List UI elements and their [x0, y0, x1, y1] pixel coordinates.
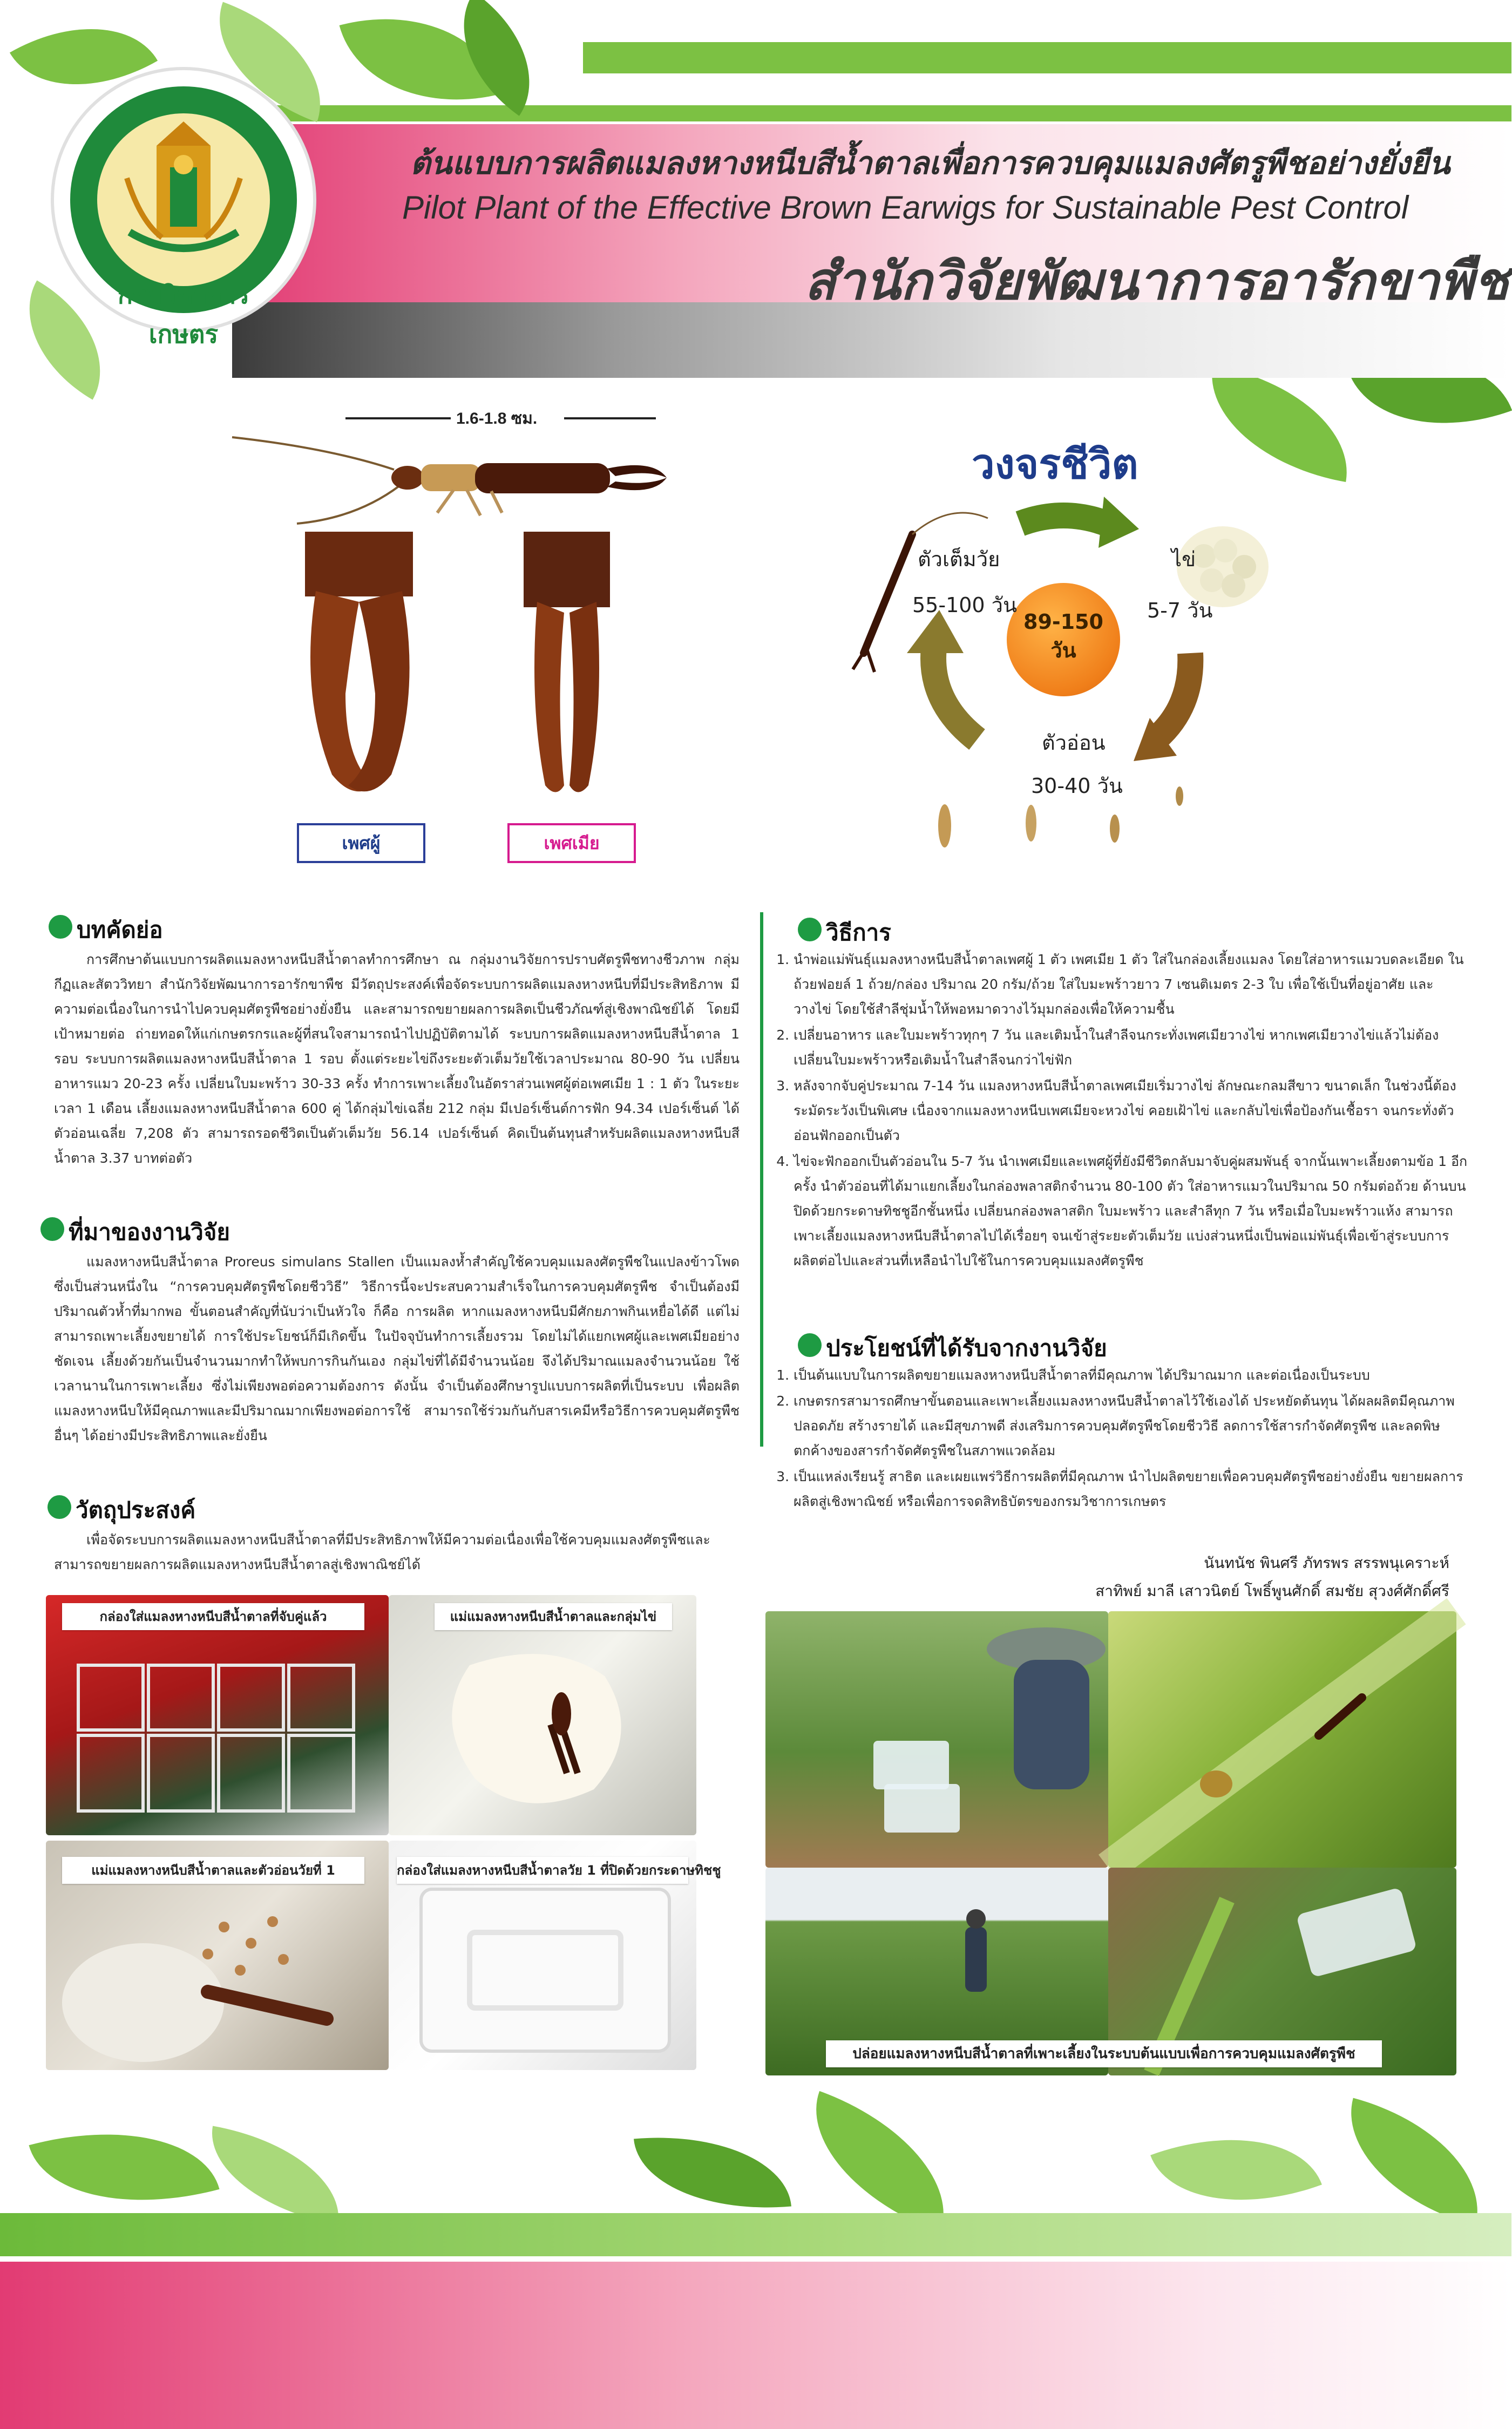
logo-emblem	[97, 113, 270, 286]
nymph-stage-duration: 30-40 วัน	[1031, 774, 1123, 798]
egg-stage-label: ไข่	[1171, 547, 1196, 571]
scale-bar-right	[564, 417, 656, 419]
field-worker-photo	[765, 1611, 1108, 1868]
photo-caption: แม่แมลงหางหนีบสีน้ำตาลและกลุ่มไข่	[435, 1603, 672, 1630]
earwig-on-leaf-photo	[1108, 1611, 1456, 1868]
male-label: เพศผู้	[297, 823, 425, 863]
organization-name: สำนักวิจัยพัฒนาการอารักขาพืช	[804, 251, 1509, 311]
leaf-decoration	[634, 2126, 791, 2220]
benefit-item: 2. เกษตรกรสามารถศึกษาขั้นตอนและเพาะเลี้ยงแมลงหางหนีบสีน้ำตาลไว้ใช้เองได้ ประหยัดต้นทุน ได้ผลผลิตมีคุณภาพ ปลอดภัย สร้างรายได้ และมีสุขภาพดี ส่งเสริมการควบคุมศัตรูพืชโดยชีววิธี ลดการใช้สารกำจัดศัตรูพืช และลดพิษตกค้างของสารกำจัดศัตรูพืชในสภาพแวดล้อม	[794, 1389, 1468, 1463]
abstract-heading: บทคัดย่อ	[77, 917, 163, 943]
benefit-item: 1. เป็นต้นแบบในการผลิตขยายแมลงหางหนีบสีน้ำตาลที่มีคุณภาพ ได้ปริมาณมาก และต่อเนื่องเป็นระบบ	[794, 1363, 1468, 1388]
female-forceps-photo	[513, 532, 621, 812]
leaf-decoration	[1330, 2098, 1499, 2226]
header-green-thin-stripe	[232, 105, 1511, 121]
authors	[1095, 1549, 1449, 1605]
authors-line: สาทิพย์ มาลี เสาวนิตย์ โพธิ์พูนศักดิ์ สมชัย สุวงศ์ศักดิ์ศรี	[1095, 1582, 1449, 1600]
scale-label: 1.6-1.8 ซม.	[456, 410, 538, 428]
life-cycle-title: วงจรชีวิต	[972, 440, 1138, 488]
emblem-icon	[97, 113, 270, 286]
title-thai: ต้นแบบการผลิตแมลงหางหนีบสีน้ำตาลเพื่อการควบคุมแมลงศัตรูพืชอย่างยั่งยืน	[410, 145, 1450, 181]
benefits-bullet-icon	[798, 1333, 822, 1357]
adult-stage-duration: 55-100 วัน	[912, 593, 1017, 617]
total-duration-unit: วัน	[1050, 639, 1076, 662]
female-label: เพศเมีย	[507, 823, 636, 863]
authors-line: นันทนัช พินศรี ภัทรพร สรรพนุเคราะห์	[1204, 1554, 1449, 1572]
background-bullet-icon	[40, 1217, 64, 1241]
title-english: Pilot Plant of the Effective Brown Earwigs for Sustainable Pest Control	[402, 189, 1409, 226]
egg-stage-duration: 5-7 วัน	[1147, 599, 1213, 622]
earwig-adult-illustration	[221, 426, 669, 529]
logo-text: กรมวิชาการเกษตร	[117, 280, 250, 349]
header-green-stripe	[583, 42, 1511, 73]
nymph-stage-label: ตัวอ่อน	[1042, 731, 1106, 755]
method-heading: วิธีการ	[826, 919, 891, 946]
method-list	[777, 947, 1468, 1274]
photo-caption: แม่แมลงหางหนีบสีน้ำตาลและตัวอ่อนวัยที่ 1	[62, 1857, 364, 1884]
photo-caption: กล่องใส่แมลงหางหนีบสีน้ำตาลวัย 1 ที่ปิดด้วยกระดาษทิชชู	[397, 1857, 688, 1884]
scale-bar-left	[345, 417, 451, 419]
method-item: 2. เปลี่ยนอาหาร และใบมะพร้าวทุกๆ 7 วัน และเติมน้ำในสำลีจนกระทั่งเพศเมียวางไข่ หากเพศเมียวางไข่แล้วไม่ต้องเปลี่ยนใบมะพร้าวหรือเติมน้ำในสำลีจนกว่าไข่ฟัก	[794, 1023, 1468, 1073]
column-divider	[760, 912, 763, 1447]
objective-text: เพื่อจัดระบบการผลิตแมลงหางหนีบสีน้ำตาลที่มีประสิทธิภาพให้มีความต่อเนื่องเพื่อใช้ควบคุมแมลงศัตรูพืชและสามารถขยายผลการผลิตแมลงหางหนีบสีน้ำตาลสู่เชิงพาณิชย์ได้	[54, 1532, 710, 1572]
abstract-text: การศึกษาต้นแบบการผลิตแมลงหางหนีบสีน้ำตาลทำการศึกษา ณ กลุ่มงานวิจัยการปราบศัตรูพืชทางชีวภาพ กลุ่มกีฏและสัตววิทยา สำนักวิจัยพัฒนาการอารักขาพืช มีวัตถุประสงค์เพื่อจัดระบบการผลิตแมลงหางหนีบที่มีประสิทธิภาพ มีความต่อเนื่องในการนำไปควบคุมศัตรูพืชอย่างยั่งยืน และสามารถขยายผลการผลิตเป็นชีวภัณฑ์สู่เชิงพาณิชย์ได้ โดยมีเป้าหมายต่อ ถ่ายทอดให้แก่เกษตรกรและผู้ที่สนใจสามารถนำไปปฏิบัติตามได้ ระบบการผลิตแมลงหางหนีบสีน้ำตาล 1 รอบ ระบบการผลิตแมลงหางหนีบสีน้ำตาล 1 รอบ ตั้งแต่ระยะไข่ถึงระยะตัวเต็มวัยใช้เวลาประมาณ 80-90 วัน เปลี่ยนอาหารแมว 20-23 ครั้ง เปลี่ยนใบมะพร้าว 30-33 ครั้ง ทำการเพาะเลี้ยงในอัตราส่วนเพศผู้ต่อเพศเมีย 1 : 1 ตัว ในระยะเวลา 1 เดือน เลี้ยงแมลงหางหนีบสีน้ำตาล 600 คู่ ได้กลุ่มไข่เฉลี่ย 212 กลุ่ม มีเปอร์เซ็นต์การฟัก 94.34 เปอร์เซ็นต์ ได้ตัวอ่อนเฉลี่ย 7,208 ตัว สามารถรอดชีวิตเป็นตัวเต็มวัย 56.14 เปอร์เซ็นต์ คิดเป็นต้นทุนสำหรับผลิตแมลงหางหนีบสีน้ำตาล 3.37 บาทต่อตัว	[54, 952, 740, 1166]
photo-caption: กล่องใส่แมลงหางหนีบสีน้ำตาลที่จับคู่แล้ว	[62, 1603, 364, 1630]
leaf-decoration	[788, 2091, 972, 2233]
male-forceps-photo	[294, 532, 424, 812]
footer-pink-band	[0, 2262, 1511, 2429]
rearing-boxes-photo	[46, 1595, 389, 1835]
leaf-decoration	[200, 2126, 351, 2224]
background-heading: ที่มาของงานวิจัย	[69, 1219, 230, 1245]
adult-stage-label: ตัวเต็มวัย	[918, 547, 1000, 571]
benefit-item: 3. เป็นแหล่งเรียนรู้ สาธิต และเผยแพร่วิธีการผลิตที่มีคุณภาพ นำไปผลิตขยายเพื่อควบคุมศัตรูพืชอย่างยั่งยืน ขยายผลการผลิตสู่เชิงพาณิชย์ หรือเพื่อการจดสิทธิบัตรของกรมวิชาการเกษตร	[794, 1464, 1468, 1514]
benefits-list	[777, 1363, 1468, 1515]
background-text: แมลงหางหนีบสีน้ำตาล Proreus simulans Stallen เป็นแมลงห้ำสำคัญใช้ควบคุมแมลงศัตรูพืชในแปลงข้าวโพด ซึ่งเป็นส่วนหนึ่งใน “การควบคุมศัตรูพืชโดยชีววิธี” วิธีการนี้จะประสบความสำเร็จในการควบคุมศัตรูพืช จำเป็นต้องมีปริมาณตัวห้ำที่มากพอ ขั้นตอนสำคัญที่นับว่าเป็นหัวใจ ก็คือ การผลิต หากแมลงหางหนีบมีศักยภาพกินเหยื่อได้ดี แต่ไม่สามารถเพาะเลี้ยงขยายได้ การใช้ประโยชน์ก็มีเกิดขึ้น ในปัจจุบันทำการเลี้ยงรวม โดยไม่ได้แยกเพศผู้และเพศเมียอย่างชัดเจน เลี้ยงด้วยกันเป็นจำนวนมากทำให้พบการกินกันเอง กลุ่มไข่ที่ได้มีจำนวนน้อย จึงได้ปริมาณแมลงจำนวนน้อย ใช้เวลานานในการเพาะเลี้ยง ซึ่งไม่เพียงพอต่อความต้องการ ดังนั้น จำเป็นต้องศึกษารูปแบบการผลิตที่เป็นระบบ เพื่อผลิตแมลงหางหนีบให้มีคุณภาพและมีปริมาณมากเพียงพอต่อการใช้ สามารถใช้ร่วมกันกับสารเคมีหรือวิธีการควบคุมศัตรูพืชอื่นๆ ได้อย่างมีประสิทธิภาพและยั่งยืน	[54, 1254, 740, 1443]
abstract-bullet-icon	[49, 915, 72, 939]
total-duration-circle	[1007, 583, 1120, 696]
objective-bullet-icon	[48, 1495, 71, 1519]
method-item: 3. หลังจากจับคู่ประมาณ 7-14 วัน แมลงหางหนีบสีน้ำตาลเพศเมียเริ่มวางไข่ ลักษณะกลมสีขาว ขนาดเล็ก ในช่วงนี้ต้องระมัดระวังเป็นพิเศษ เนื่องจากแมลงหางหนีบเพศเมียจะหวงไข่ คอยเฝ้าไข่ และกลับไข่เพื่อป้องกันเชื้อรา จนกระทั่งตัวอ่อนฟักออกเป็นตัว	[794, 1074, 1468, 1148]
mother-with-eggs-photo	[389, 1595, 696, 1835]
total-duration-range: 89-150	[1023, 610, 1103, 634]
photo-caption: ปล่อยแมลงหางหนีบสีน้ำตาลที่เพาะเลี้ยงในระบบต้นแบบเพื่อการควบคุมแมลงศัตรูพืช	[826, 2040, 1382, 2067]
method-item: 4. ไข่จะฟักออกเป็นตัวอ่อนใน 5-7 วัน นำเพศเมียและเพศผู้ที่ยังมีชีวิตกลับมาจับคู่ผสมพันธุ์ จากนั้นเพาะเลี้ยงตามข้อ 1 อีกครั้ง นำตัวอ่อนที่ได้มาแยกเลี้ยงในกล่องพลาสติกจำนวน 80-100 ตัว ใส่อาหารแมวในปริมาณ 50 กรัมต่อถ้วย ด้านบนปิดด้วยกระดาษทิชชูอีกชั้นหนึ่ง เปลี่ยนกล่องพลาสติก ใบมะพร้าว และสำลีทุก 7 วัน หรือเมื่อใบมะพร้าวแห้ง สามารถเพาะเลี้ยงแมลงหางหนีบสีน้ำตาลไปได้เรื่อยๆ จนเข้าสู่ระยะตัวเต็มวัย แบ่งส่วนหนึ่งเป็นพ่อแม่พันธุ์เพื่อเข้าสู่ระบบการผลิตต่อไปและส่วนที่เหลือนำไปใช้ในการควบคุมแมลงศัตรูพืช	[794, 1149, 1468, 1273]
method-item: 1. นำพ่อแม่พันธุ์แมลงหางหนีบสีน้ำตาลเพศผู้ 1 ตัว เพศเมีย 1 ตัว ใส่ในกล่องเลี้ยงแมลง โดยใส่อาหารแมวบดละเอียด ในถ้วยฟอยล์ 1 ถ้วย/กล่อง ปริมาณ 20 กรัม/ถ้วย ใส่ใบมะพร้าวยาว 7 เซนติเมตร 2-3 ใบ เพื่อใช้เป็นที่อยู่อาศัย และวางไข่ โดยใช้สำลีชุ่มน้ำให้พอหมาดวางไว้มุมกล่องเพื่อให้ความชื้น	[794, 947, 1468, 1022]
method-bullet-icon	[798, 918, 822, 941]
footer-green-band	[0, 2213, 1511, 2256]
leaf-decoration	[1197, 365, 1361, 482]
benefits-heading: ประโยชน์ที่ได้รับจากงานวิจัย	[826, 1335, 1107, 1361]
objective-heading: วัตถุประสงค์	[76, 1497, 196, 1523]
